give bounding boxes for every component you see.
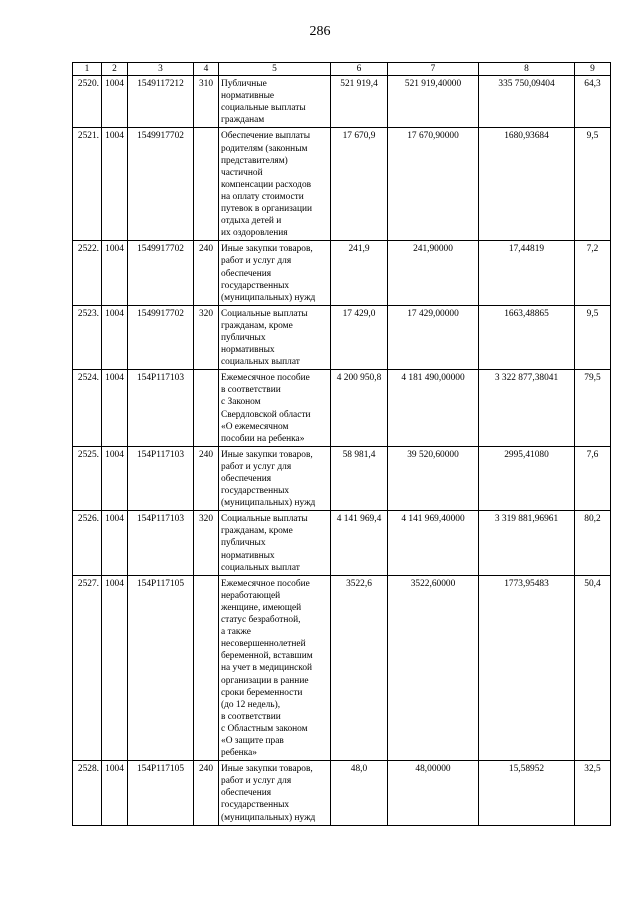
actual-amount: 2995,41080	[479, 446, 575, 510]
row-number: 2521.	[73, 128, 102, 241]
approved-amount: 48,00000	[388, 761, 479, 825]
expense-type: 240	[194, 446, 219, 510]
item-name: Социальные выплаты гражданам, кроме публичных нормативных социальных выплат	[219, 305, 331, 369]
section-code: 1004	[102, 575, 128, 760]
table-row	[73, 511, 611, 575]
target-code: 1549917702	[128, 305, 194, 369]
approved-amount: 17 429,00000	[388, 305, 479, 369]
expense-type	[194, 370, 219, 447]
column-header: 9	[575, 63, 611, 76]
percent-executed: 50,4	[575, 575, 611, 760]
column-header: 3	[128, 63, 194, 76]
item-name: Ежемесячное пособие неработающей женщине, имеющей статус безработной, а также несовершеннолетней беременной, вставшим на учет в медицинской организации в ранние сроки беременности (до 12 недель), в соответствии с Областным законом «О защите прав ребенка»	[219, 575, 331, 760]
section-code: 1004	[102, 76, 128, 128]
table-row	[73, 305, 611, 369]
item-name: Обеспечение выплаты родителям (законным представителям) частичной компенсации расходов на оплату стоимости путевок в организации отдыха детей и их оздоровления	[219, 128, 331, 241]
column-header: 1	[73, 63, 102, 76]
expense-type: 240	[194, 761, 219, 825]
row-number: 2522.	[73, 241, 102, 305]
plan-amount: 4 141 969,4	[331, 511, 388, 575]
table-row	[73, 241, 611, 305]
actual-amount: 15,58952	[479, 761, 575, 825]
row-number: 2523.	[73, 305, 102, 369]
expense-type	[194, 128, 219, 241]
item-name: Иные закупки товаров, работ и услуг для обеспечения государственных (муниципальных) нужд	[219, 241, 331, 305]
table-body	[73, 76, 611, 826]
plan-amount: 17 670,9	[331, 128, 388, 241]
target-code: 1549917702	[128, 241, 194, 305]
column-header: 4	[194, 63, 219, 76]
row-number: 2528.	[73, 761, 102, 825]
percent-executed: 80,2	[575, 511, 611, 575]
section-code: 1004	[102, 128, 128, 241]
plan-amount: 3522,6	[331, 575, 388, 760]
expense-type: 310	[194, 76, 219, 128]
approved-amount: 521 919,40000	[388, 76, 479, 128]
approved-amount: 241,90000	[388, 241, 479, 305]
expense-type	[194, 575, 219, 760]
section-code: 1004	[102, 305, 128, 369]
actual-amount: 335 750,09404	[479, 76, 575, 128]
table-row	[73, 761, 611, 825]
row-number: 2524.	[73, 370, 102, 447]
plan-amount: 58 981,4	[331, 446, 388, 510]
percent-executed: 64,3	[575, 76, 611, 128]
section-code: 1004	[102, 446, 128, 510]
column-header: 6	[331, 63, 388, 76]
item-name: Публичные нормативные социальные выплаты гражданам	[219, 76, 331, 128]
row-number: 2520.	[73, 76, 102, 128]
row-number: 2527.	[73, 575, 102, 760]
target-code: 1549917702	[128, 128, 194, 241]
row-number: 2525.	[73, 446, 102, 510]
plan-amount: 4 200 950,8	[331, 370, 388, 447]
approved-amount: 4 141 969,40000	[388, 511, 479, 575]
table-row	[73, 128, 611, 241]
table-row	[73, 76, 611, 128]
column-header: 8	[479, 63, 575, 76]
header-row	[73, 63, 611, 76]
plan-amount: 17 429,0	[331, 305, 388, 369]
item-name: Ежемесячное пособие в соответствии с Законом Свердловской области «О ежемесячном пособии на ребенка»	[219, 370, 331, 447]
table-row	[73, 446, 611, 510]
percent-executed: 79,5	[575, 370, 611, 447]
percent-executed: 32,5	[575, 761, 611, 825]
actual-amount: 1773,95483	[479, 575, 575, 760]
target-code: 154P117103	[128, 446, 194, 510]
actual-amount: 1663,48865	[479, 305, 575, 369]
plan-amount: 521 919,4	[331, 76, 388, 128]
percent-executed: 9,5	[575, 128, 611, 241]
section-code: 1004	[102, 370, 128, 447]
actual-amount: 1680,93684	[479, 128, 575, 241]
percent-executed: 7,6	[575, 446, 611, 510]
percent-executed: 7,2	[575, 241, 611, 305]
column-header: 5	[219, 63, 331, 76]
item-name: Иные закупки товаров, работ и услуг для обеспечения государственных (муниципальных) нужд	[219, 446, 331, 510]
column-header: 7	[388, 63, 479, 76]
column-header: 2	[102, 63, 128, 76]
item-name: Иные закупки товаров, работ и услуг для обеспечения государственных (муниципальных) нужд	[219, 761, 331, 825]
expense-type: 320	[194, 511, 219, 575]
budget-table	[72, 62, 611, 826]
approved-amount: 3522,60000	[388, 575, 479, 760]
expense-type: 320	[194, 305, 219, 369]
row-number: 2526.	[73, 511, 102, 575]
section-code: 1004	[102, 241, 128, 305]
target-code: 154P117103	[128, 511, 194, 575]
target-code: 154P117105	[128, 575, 194, 760]
target-code: 154P117105	[128, 761, 194, 825]
table-row	[73, 370, 611, 447]
percent-executed: 9,5	[575, 305, 611, 369]
item-name: Социальные выплаты гражданам, кроме публичных нормативных социальных выплат	[219, 511, 331, 575]
section-code: 1004	[102, 511, 128, 575]
table-row	[73, 575, 611, 760]
actual-amount: 3 319 881,96961	[479, 511, 575, 575]
section-code: 1004	[102, 761, 128, 825]
approved-amount: 39 520,60000	[388, 446, 479, 510]
approved-amount: 17 670,90000	[388, 128, 479, 241]
plan-amount: 241,9	[331, 241, 388, 305]
approved-amount: 4 181 490,00000	[388, 370, 479, 447]
target-code: 154P117103	[128, 370, 194, 447]
expense-type: 240	[194, 241, 219, 305]
actual-amount: 17,44819	[479, 241, 575, 305]
target-code: 1549117212	[128, 76, 194, 128]
actual-amount: 3 322 877,38041	[479, 370, 575, 447]
page-number: 286	[309, 24, 331, 39]
plan-amount: 48,0	[331, 761, 388, 825]
